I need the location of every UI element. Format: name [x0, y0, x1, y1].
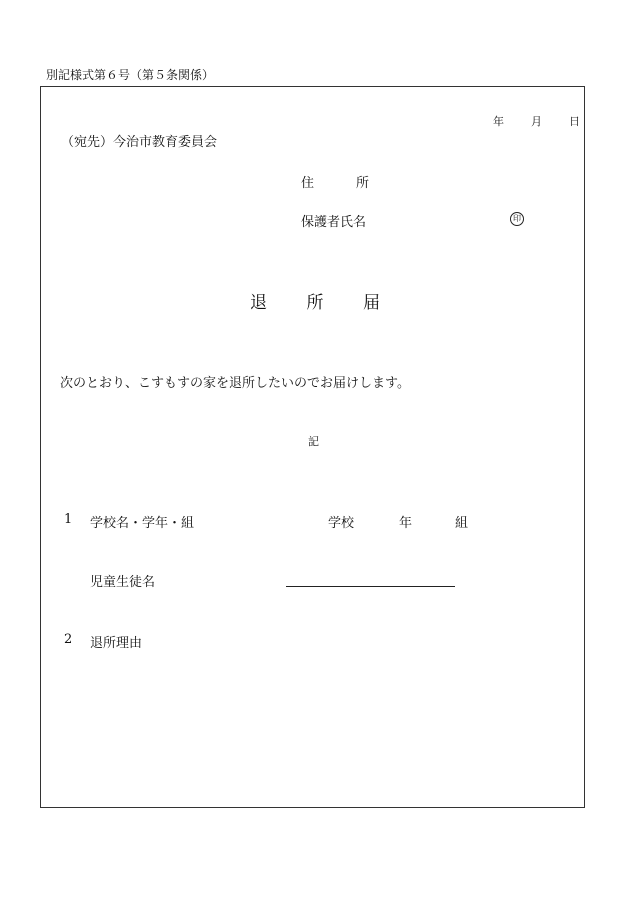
seal-mark-icon: 印: [510, 212, 524, 226]
title-char-1: 退: [250, 293, 267, 313]
item2-number: 2: [64, 632, 73, 647]
school-word: 学校: [328, 516, 355, 531]
address-label-char-1: 住: [301, 176, 315, 191]
form-number: 別記様式第６号（第５条関係）: [46, 68, 215, 82]
item2-label: 退所理由: [90, 636, 143, 651]
item1-label: 学校名・学年・組: [90, 516, 195, 531]
addressee: （宛先）今治市教育委員会: [61, 135, 218, 150]
ki-heading: 記: [308, 435, 319, 448]
document-title: [250, 288, 380, 313]
item1-number: 1: [64, 512, 73, 527]
title-char-3: 届: [363, 293, 380, 313]
student-name-label: 児童生徒名: [90, 575, 156, 590]
student-name-line: [286, 586, 455, 587]
date-day-label: 日: [569, 115, 580, 128]
class-word: 組: [455, 516, 469, 531]
grade-word: 年: [399, 516, 413, 531]
title-char-2: 所: [306, 293, 324, 313]
date-month-label: 月: [531, 115, 542, 128]
date-year-label: 年: [493, 115, 504, 128]
guardian-name-label: 保護者氏名: [301, 215, 367, 230]
address-label: [301, 172, 369, 191]
address-label-char-2: 所: [356, 176, 370, 191]
body-text: 次のとおり、こすもすの家を退所したいのでお届けします。: [60, 376, 410, 391]
